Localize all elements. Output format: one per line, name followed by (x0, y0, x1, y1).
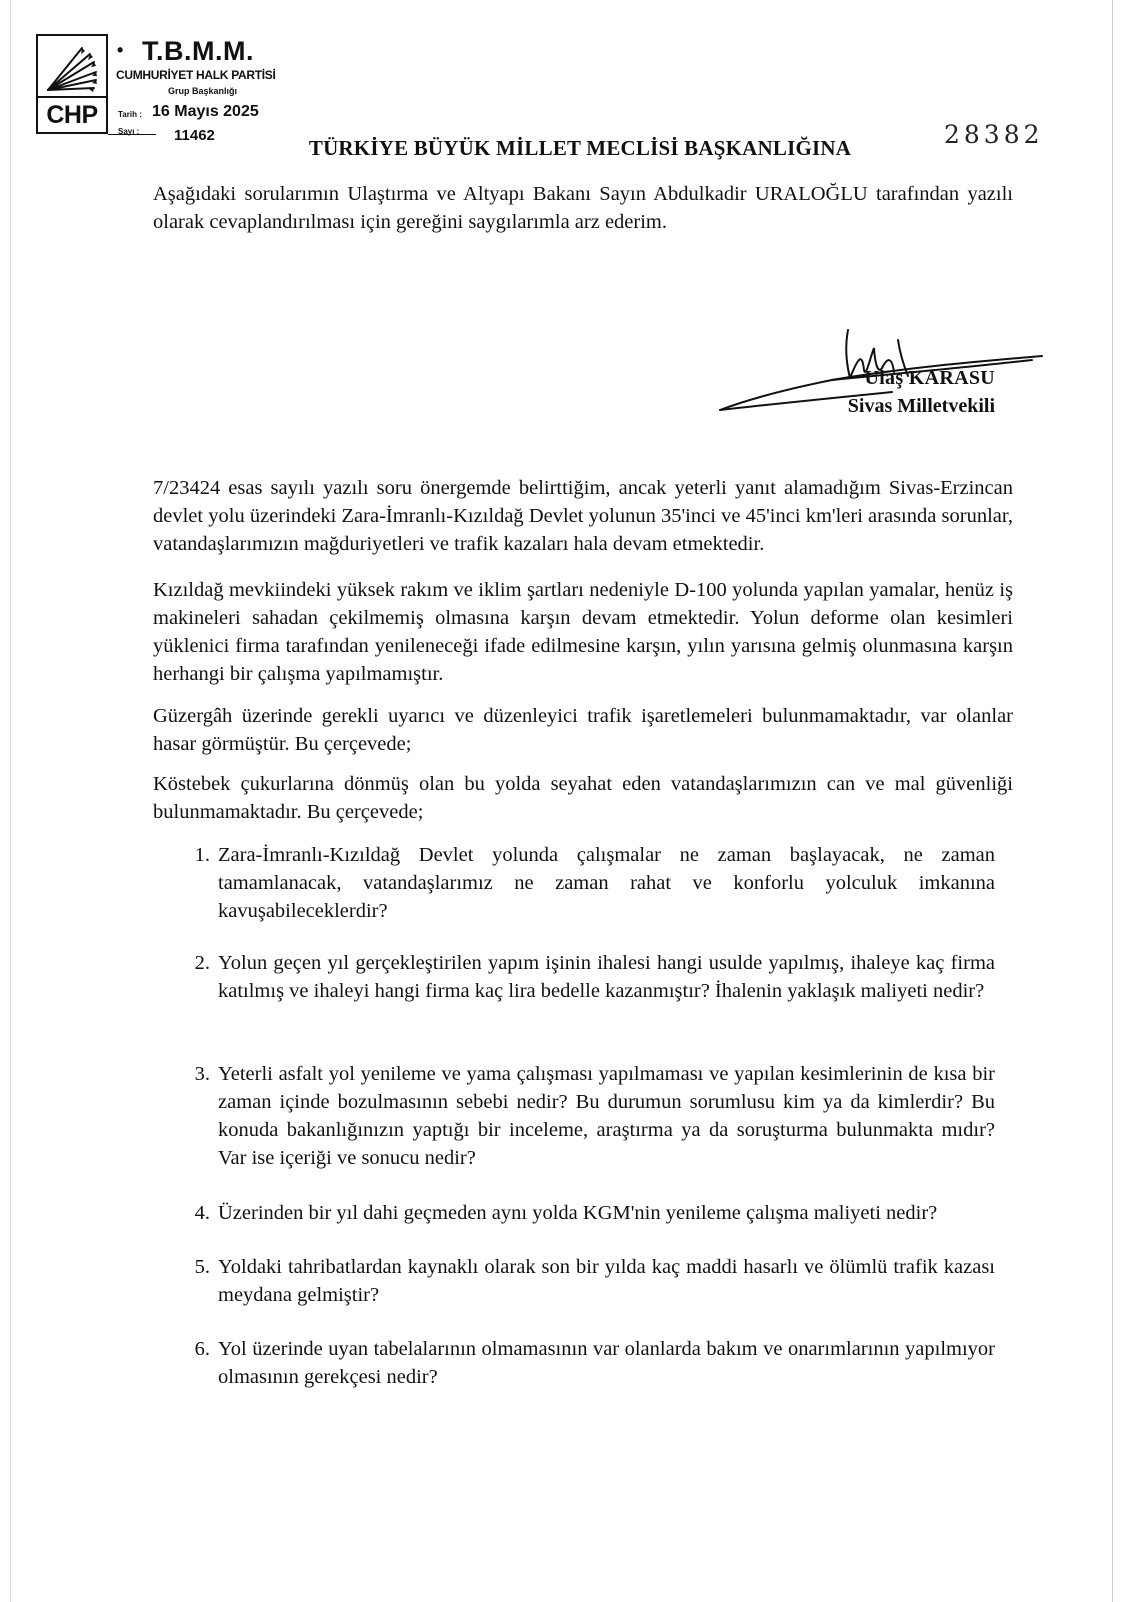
question-text: Yeterli asfalt yol yenileme ve yama çalışması yapılmaması ve yapılan kesimlerinin de kısa bir zaman içinde bozulmasının sebebi nedir? Bu durumun sorumlusu kim ya da kimlerdir? Bu konuda bakanlığınızın yaptığı bir inceleme, araştırma ya da soruşturma bulunmakta mıdır? Var ise içeriği ve sonucu nedir? (218, 1063, 995, 1169)
body-paragraph: 7/23424 esas sayılı yazılı soru önergemde belirttiğim, ancak yeterli yanıt alamadığım Sivas-Erzincan devlet yolu üzerindeki Zara-İmranlı-Kızıldağ Devlet yolunun 35'inci ve 45'inci km'leri arasında sorunlar, vatandaşlarımızın mağduriyetleri ve trafik kazaları hala devam etmektedir. (153, 477, 1013, 555)
question-text: Yol üzerinde uyan tabelalarının olmamasının var olanlarda bakım ve onarımlarının yapılmıyor olmasının gerekçesi nedir? (218, 1338, 995, 1388)
stamp-institution: T.B.M.M. (142, 36, 254, 66)
question-number: 6. (194, 1338, 210, 1360)
question-number: 5. (194, 1256, 210, 1278)
question-text: Üzerinden bir yıl dahi geçmeden aynı yolda KGM'nin yenileme çalışma maliyeti nedir? (218, 1202, 938, 1224)
addressee-title: TÜRKİYE BÜYÜK MİLLET MECLİSİ BAŞKANLIĞINA (308, 136, 852, 160)
stamp-dot: • (117, 40, 124, 60)
body-paragraph: Güzergâh üzerinde gerekli uyarıcı ve düzenleyici trafik işaretlemeleri bulunmamaktadır, var olanlar hasar görmüştür. Bu çerçevede; (153, 705, 1013, 755)
question-text: Yolun geçen yıl gerçekleştirilen yapım işinin ihalesi hangi usulde yapılmış, ihaleye kaç firma katılmış ve ihaleyi hangi firma kaç lira bedelle kazanmıştır? İhalenin yaklaşık maliyeti nedir? (218, 952, 995, 1002)
chp-logo-stamp (36, 34, 108, 134)
stamp-number: 11462 (174, 127, 215, 144)
question-text: Zara-İmranlı-Kızıldağ Devlet yolunda çalışmalar ne zaman başlayacak, ne zaman tamamlanacak, vatandaşlarımız ne zaman rahat ve konforlu yolculuk imkanına kavuşabileceklerdir? (218, 844, 995, 922)
stamp-group: Grup Başkanlığı (168, 86, 238, 96)
body-paragraph: Köstebek çukurlarına dönmüş olan bu yolda seyahat eden vatandaşlarımızın can ve mal güvenliği bulunmamaktadır. Bu çerçevede; (153, 773, 1013, 823)
registration-number: 28382 (944, 120, 1044, 149)
question-number: 3. (194, 1063, 210, 1085)
body-paragraph: Kızıldağ mevkiindeki yüksek rakım ve iklim şartları nedeniyle D-100 yolunda yapılan yamalar, henüz iş makineleri sahadan çekilmemiş olmasına karşın devam etmektedir. Yolun deforme olan kesimleri yüklenici firma tarafından yenileneceği ifade edilmesine karşın, yılın yarısına gelmiş olunmasına karşın herhangi bir çalışma yapılmamıştır. (153, 579, 1013, 685)
stamp-party-name: CUMHURİYET HALK PARTİSİ (116, 68, 276, 82)
stamp-number-label: Sayı : (118, 127, 140, 136)
signer-title: Sivas Milletvekili (847, 395, 995, 417)
question-number: 1. (194, 844, 210, 866)
chp-six-arrows-icon (42, 40, 104, 96)
question-number: 4. (194, 1202, 210, 1224)
intro-paragraph: Aşağıdaki sorularımın Ulaştırma ve Altyapı Bakanı Sayın Abdulkadir URALOĞLU tarafından yazılı olarak cevaplandırılması için gereğini saygılarımla arz ederim. (153, 183, 1013, 233)
stamp-party-abbr: CHP (38, 96, 106, 132)
signer-name: Ulaş KARASU (864, 367, 995, 389)
question-number: 2. (194, 952, 210, 974)
stamp-date-label: Tarih : (118, 110, 142, 119)
stamp-date: 16 Mayıs 2025 (152, 103, 259, 120)
question-text: Yoldaki tahribatlardan kaynaklı olarak son bir yılda kaç maddi hasarlı ve ölümlü trafik kazası meydana gelmiştir? (218, 1256, 995, 1306)
